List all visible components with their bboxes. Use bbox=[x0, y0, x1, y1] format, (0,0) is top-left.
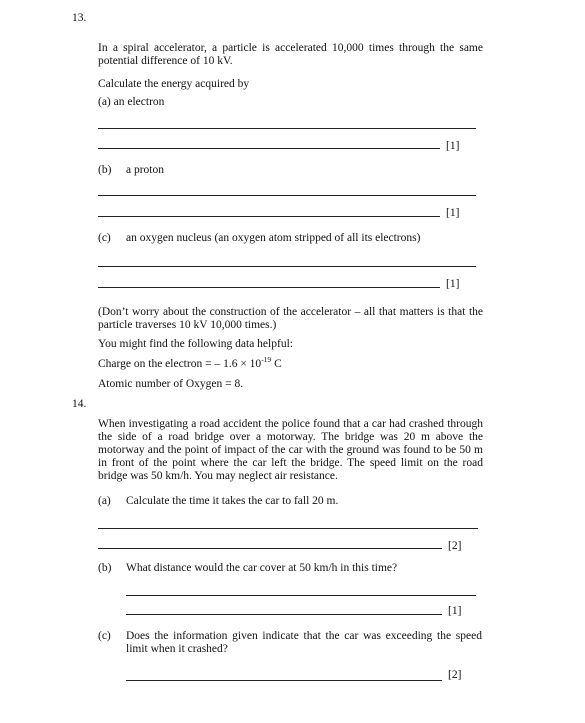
q14b-text: What distance would the car cover at 50 km/h in this time? bbox=[126, 562, 398, 574]
q13a-mark: [1] bbox=[446, 140, 460, 152]
q13c-text: an oxygen nucleus (an oxygen atom stripped of all its electrons) bbox=[126, 232, 421, 244]
q13b-label: (b) bbox=[98, 164, 112, 176]
answer-line[interactable] bbox=[126, 680, 442, 681]
answer-line[interactable] bbox=[98, 195, 476, 196]
q14a-label: (a) bbox=[98, 495, 111, 507]
answer-line[interactable] bbox=[98, 528, 478, 529]
q13-note: (Don’t worry about the construction of the accelerator – all that matters is that the particle traverses 10 kV 10,000 times.) bbox=[98, 306, 483, 331]
q14b-label: (b) bbox=[98, 562, 112, 574]
answer-line[interactable] bbox=[126, 595, 476, 596]
q14a-mark: [2] bbox=[448, 540, 462, 552]
q14c-mark: [2] bbox=[448, 669, 462, 681]
q14c-text: Does the information given indicate that the car was exceeding the speed limit when it crashed? bbox=[126, 630, 482, 655]
answer-line[interactable] bbox=[98, 148, 440, 149]
question-13-number: 13. bbox=[72, 12, 87, 24]
q13-atomic-number: Atomic number of Oxygen = 8. bbox=[98, 378, 244, 390]
answer-line[interactable] bbox=[98, 216, 440, 217]
q13c-label: (c) bbox=[98, 232, 111, 244]
charge-prefix: Charge on the electron = – 1.6 × 10 bbox=[98, 358, 262, 370]
q13-charge-data bbox=[98, 355, 282, 370]
q13b-mark: [1] bbox=[446, 207, 460, 219]
answer-line[interactable] bbox=[98, 128, 476, 129]
question-14-number: 14. bbox=[72, 398, 87, 410]
charge-exponent: -19 bbox=[261, 355, 272, 365]
q13-intro: In a spiral accelerator, a particle is accelerated 10,000 times through the same potential difference of 10 kV. bbox=[98, 42, 483, 67]
q13a-text: (a) an electron bbox=[98, 96, 165, 108]
answer-line[interactable] bbox=[98, 266, 476, 267]
q14b-mark: [1] bbox=[448, 605, 462, 617]
q13c-mark: [1] bbox=[446, 278, 460, 290]
answer-line[interactable] bbox=[98, 287, 440, 288]
q13-helpful-text: You might find the following data helpful: bbox=[98, 338, 293, 350]
q14c-label: (c) bbox=[98, 630, 111, 642]
q14-intro: When investigating a road accident the police found that a car had crashed through the side of a road bridge over a motorway. The bridge was 20 m above the motorway and the point of impact of the car with the ground was found to be 50 m in front of the point where the car left the bridge. The speed limit on the road bridge was 50 km/h. You may neglect air resistance. bbox=[98, 418, 483, 482]
charge-unit: C bbox=[271, 358, 282, 370]
answer-line[interactable] bbox=[126, 614, 442, 615]
q14a-text: Calculate the time it takes the car to fall 20 m. bbox=[126, 495, 339, 507]
answer-line[interactable] bbox=[98, 548, 442, 549]
q13b-text: a proton bbox=[126, 164, 165, 176]
q13-calculate-text: Calculate the energy acquired by bbox=[98, 78, 250, 90]
